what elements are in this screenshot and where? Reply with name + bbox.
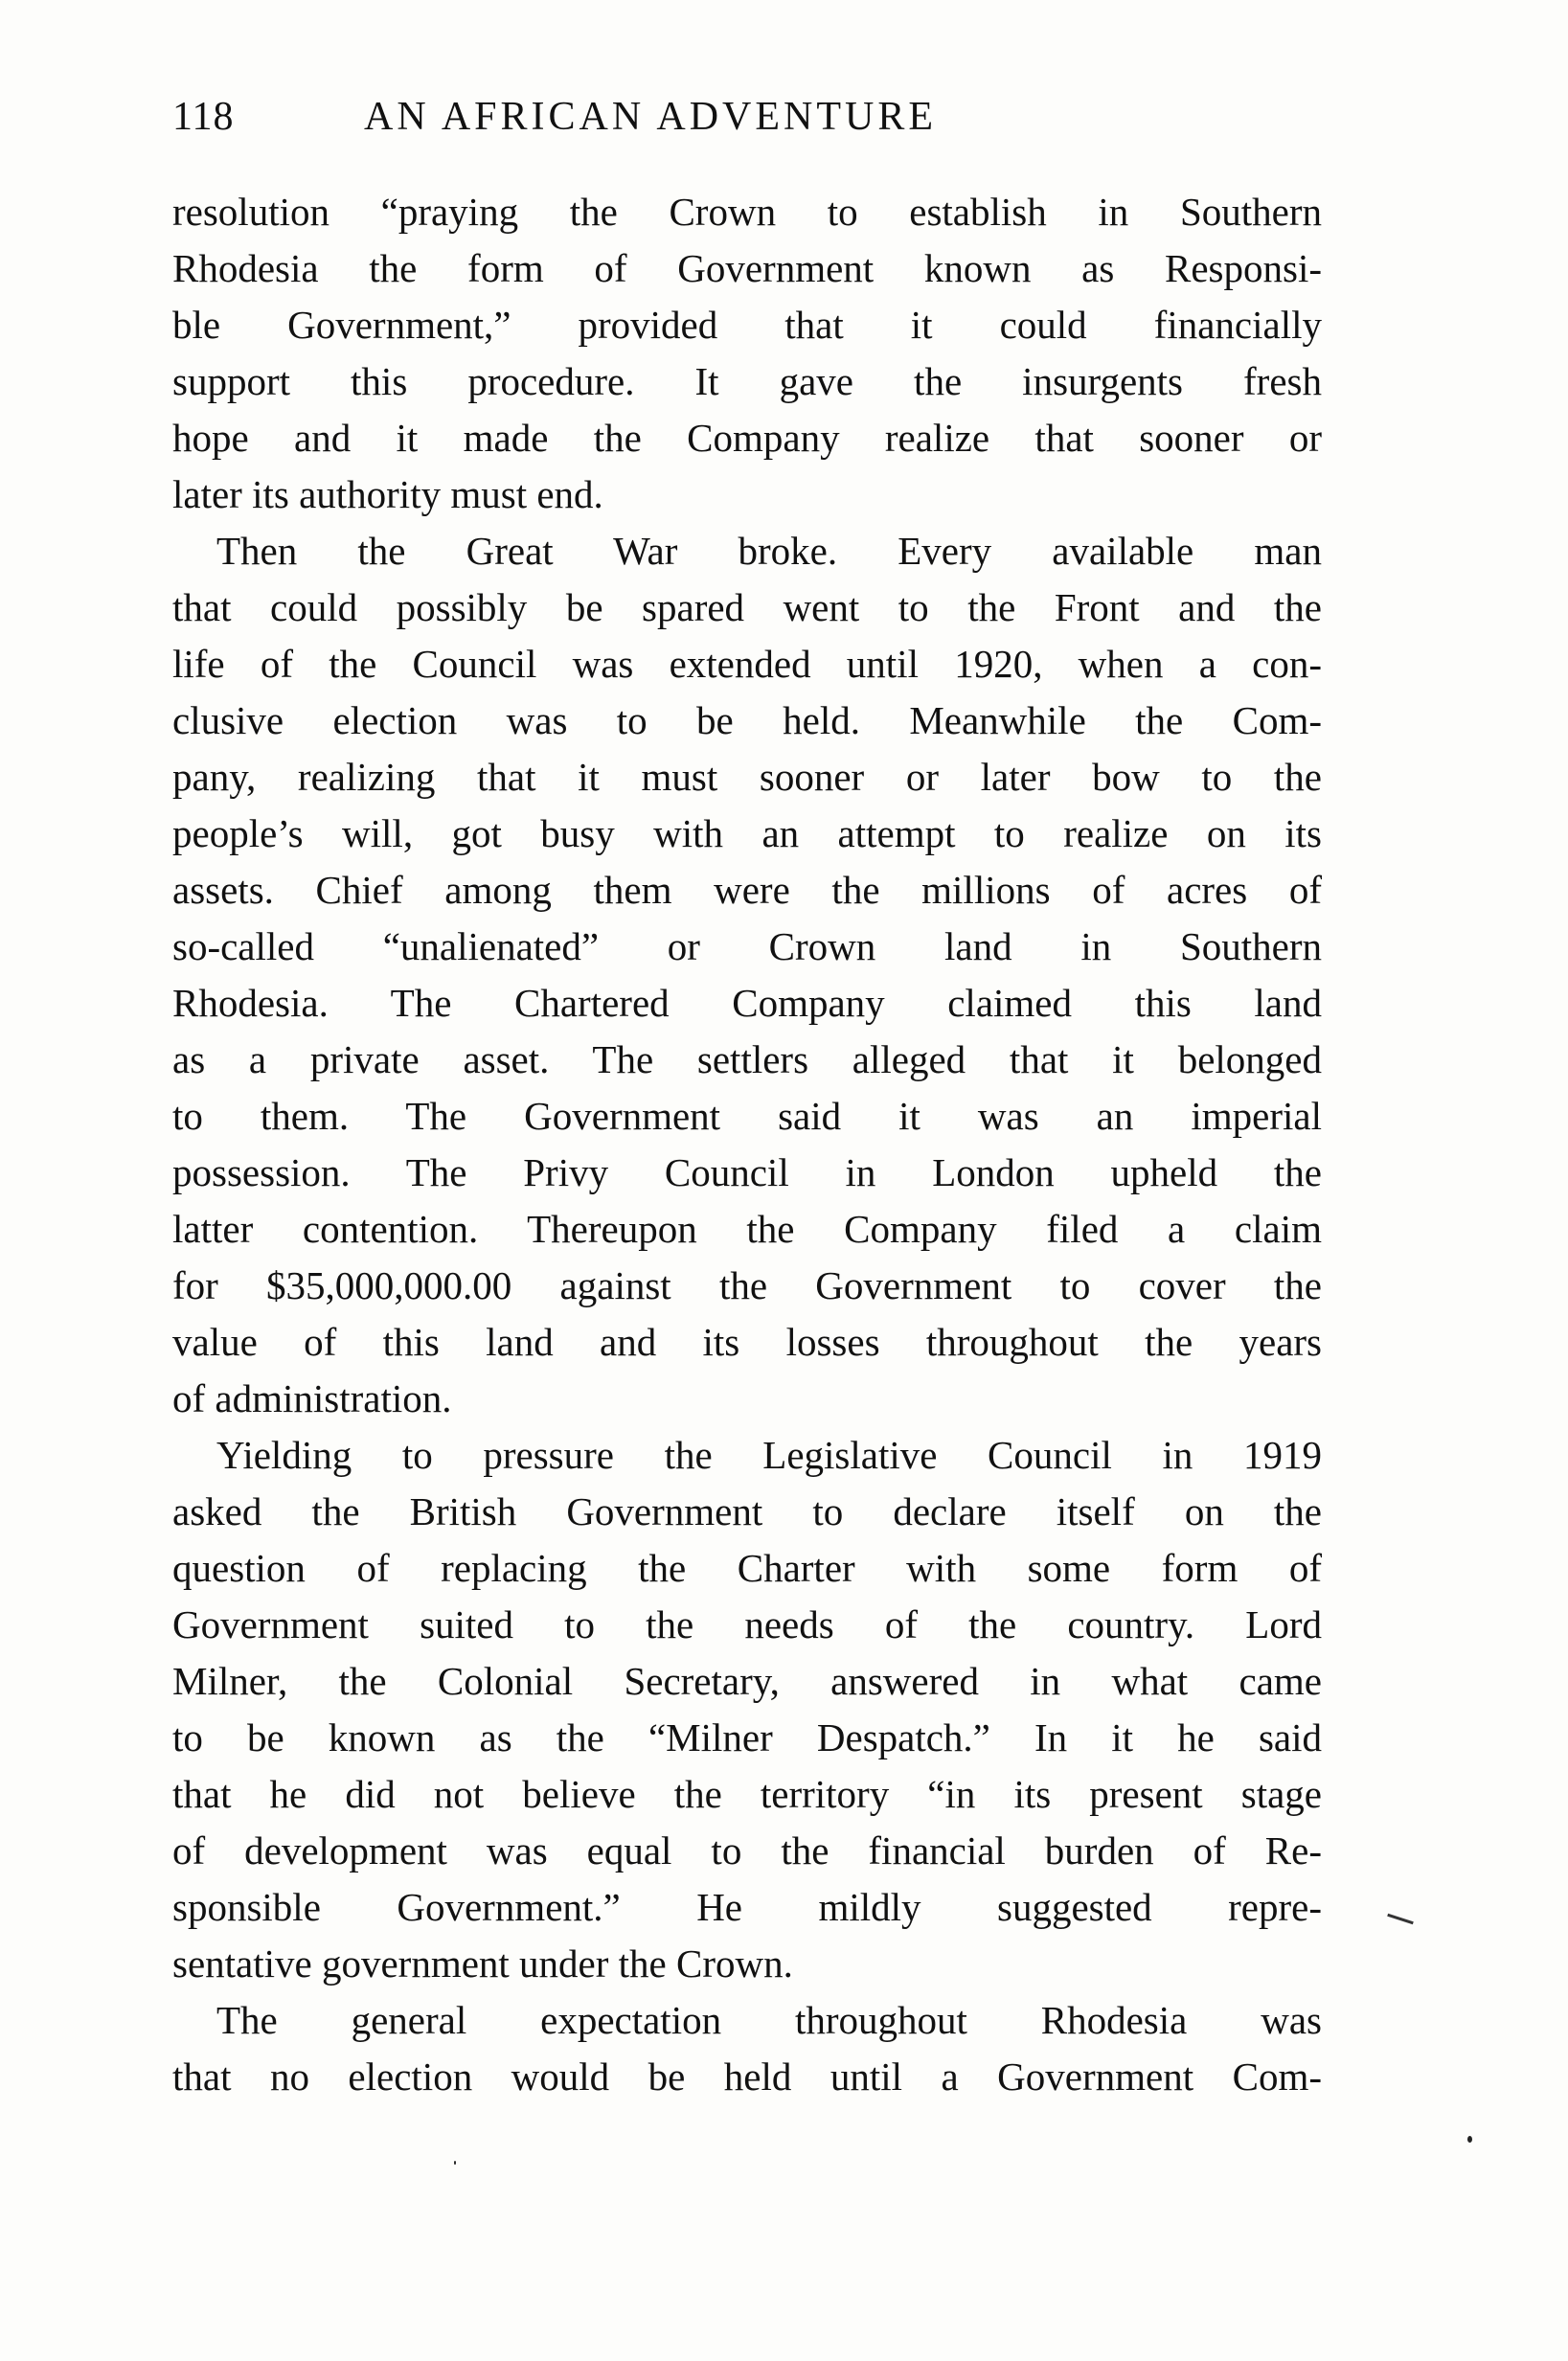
text-line: ble Government,” provided that it could financially (172, 303, 1322, 347)
text-line: resolution “praying the Crown to establish in Southern (172, 190, 1322, 234)
text-line: clusive election was to be held. Meanwhile the Com- (172, 698, 1322, 742)
text-line: life of the Council was extended until 1920, when a con- (172, 642, 1322, 686)
text-line: to them. The Government said it was an imperial (172, 1094, 1322, 1138)
text-line: later its authority must end. (172, 472, 603, 516)
running-title: AN AFRICAN ADVENTURE (364, 95, 938, 139)
text-line: Government suited to the needs of the country. Lord (172, 1602, 1322, 1646)
text-line: people’s will, got busy with an attempt to realize on its (172, 811, 1322, 855)
text-line: support this procedure. It gave the insurgents fresh (172, 359, 1322, 403)
text-line: so-called “unalienated” or Crown land in Southern (172, 924, 1322, 968)
text-line: that could possibly be spared went to the Front and the (172, 585, 1322, 629)
text-line: that he did not believe the territory “in its present stage (172, 1772, 1322, 1816)
text-line: Milner, the Colonial Secretary, answered in what came (172, 1659, 1322, 1703)
text-line: pany, realizing that it must sooner or later bow to the (172, 755, 1322, 799)
text-line: Then the Great War broke. Every available man (216, 529, 1322, 573)
text-line: of administration. (172, 1376, 452, 1420)
page-header (172, 94, 1322, 170)
text-line: as a private asset. The settlers alleged that it belonged (172, 1037, 1322, 1081)
text-line: Rhodesia. The Chartered Company claimed this land (172, 981, 1322, 1025)
text-line: assets. Chief among them were the millions of acres of (172, 868, 1322, 912)
text-line: sentative government under the Crown. (172, 1941, 793, 1986)
text-line: that no election would be held until a Government Com- (172, 2055, 1322, 2099)
body-text (172, 184, 1322, 2105)
ink-speck (454, 2161, 456, 2165)
text-line: of development was equal to the financial burden of Re- (172, 1828, 1322, 1873)
ink-speck (1467, 2136, 1472, 2143)
text-line: for $35,000,000.00 against the Government to cover the (172, 1263, 1322, 1307)
text-line: Rhodesia the form of Government known as Responsi- (172, 246, 1322, 290)
text-line: asked the British Government to declare itself on the (172, 1489, 1322, 1533)
text-line: to be known as the “Milner Despatch.” In it he said (172, 1715, 1322, 1759)
ink-mark (1387, 1914, 1414, 1925)
text-line: Yielding to pressure the Legislative Council in 1919 (216, 1433, 1322, 1477)
text-line: value of this land and its losses throughout the years (172, 1320, 1322, 1364)
text-line: latter contention. Thereupon the Company filed a claim (172, 1207, 1322, 1251)
page-number: 118 (172, 95, 235, 139)
text-line: possession. The Privy Council in London upheld the (172, 1150, 1322, 1194)
text-line: The general expectation throughout Rhodesia was (216, 1998, 1322, 2042)
text-line: question of replacing the Charter with some form of (172, 1546, 1322, 1590)
text-line: hope and it made the Company realize that sooner or (172, 416, 1322, 460)
text-line: sponsible Government.” He mildly suggested repre- (172, 1885, 1322, 1929)
